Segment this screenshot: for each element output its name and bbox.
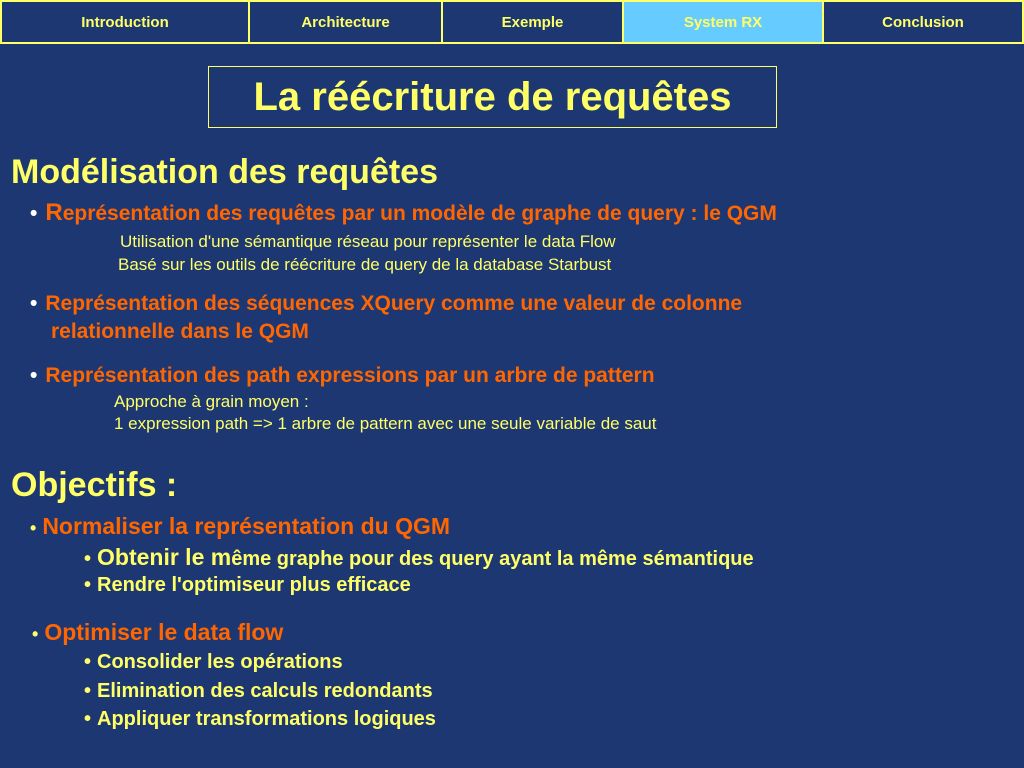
section-heading-objectifs: Objectifs : [11, 466, 178, 504]
subgoal-optimizer [84, 574, 411, 597]
bullet-icon: • [30, 364, 38, 387]
bullet-icon: • [30, 292, 38, 315]
bullet-icon: • [84, 708, 92, 730]
subgoal-transform-text: Appliquer transformations logiques [97, 708, 436, 730]
tab-exemple[interactable]: Exemple [441, 0, 624, 42]
section-heading-modelisation: Modélisation des requêtes [11, 153, 438, 191]
goal-optimiser [32, 619, 283, 646]
sub-starbust-tools: Basé sur les outils de réécriture de query de la database Starbust [118, 255, 612, 274]
slide-title-text: La réécriture de requêtes [253, 74, 732, 119]
tab-conclusion[interactable]: Conclusion [822, 0, 1024, 42]
nav-bar [0, 0, 1024, 44]
subgoal-consolidate [84, 651, 343, 674]
subgoal-same-graph-rest: ême graphe pour des query ayant la même sémantique [231, 548, 754, 570]
subgoal-eliminate-text: Elimination des calculs redondants [97, 680, 433, 702]
subgoal-same-graph-start: Obtenir le m [97, 544, 232, 570]
sub-grain-approach: Approche à grain moyen : [114, 392, 309, 411]
subgoal-transform [84, 708, 436, 731]
slide-title [208, 66, 777, 128]
bullet-icon: • [84, 548, 92, 570]
subgoal-eliminate [84, 680, 433, 703]
bullet-icon: • [32, 624, 39, 644]
tab-architecture[interactable]: Architecture [248, 0, 443, 42]
subgoal-same-graph [84, 544, 754, 571]
sub-network-semantic: Utilisation d'une sémantique réseau pour représenter le data Flow [120, 232, 616, 251]
bullet-xquery-line1: Représentation des séquences XQuery comme une valeur de colonne [45, 292, 743, 315]
tab-system-rx[interactable]: System RX [622, 0, 824, 42]
goal-optimiser-text: Optimiser le data flow [44, 619, 284, 645]
bullet-path-text: Représentation des path expressions par un arbre de pattern [45, 364, 655, 387]
tab-introduction[interactable]: Introduction [0, 0, 250, 42]
goal-normaliser-text: Normaliser la représentation du QGM [42, 513, 451, 539]
bullet-icon: • [30, 518, 37, 538]
subgoal-consolidate-text: Consolider les opérations [97, 651, 343, 673]
bullet-icon: • [84, 651, 92, 673]
goal-normaliser [30, 513, 450, 540]
bullet-path-expressions [30, 364, 655, 388]
bullet-qgm-representation [30, 199, 777, 227]
bullet-qgm-text: eprésentation des requêtes par un modèle de graphe de query : le QGM [62, 202, 777, 225]
sub-path-to-tree: 1 expression path => 1 arbre de pattern avec une seule variable de saut [114, 414, 657, 433]
subgoal-optimizer-text: Rendre l'optimiseur plus efficace [97, 574, 411, 596]
first-letter-r: R [45, 199, 63, 226]
bullet-icon: • [84, 680, 92, 702]
bullet-icon: • [30, 202, 38, 225]
bullet-xquery-sequences [30, 292, 742, 316]
bullet-icon: • [84, 574, 92, 596]
bullet-xquery-line2: relationnelle dans le QGM [51, 320, 309, 343]
